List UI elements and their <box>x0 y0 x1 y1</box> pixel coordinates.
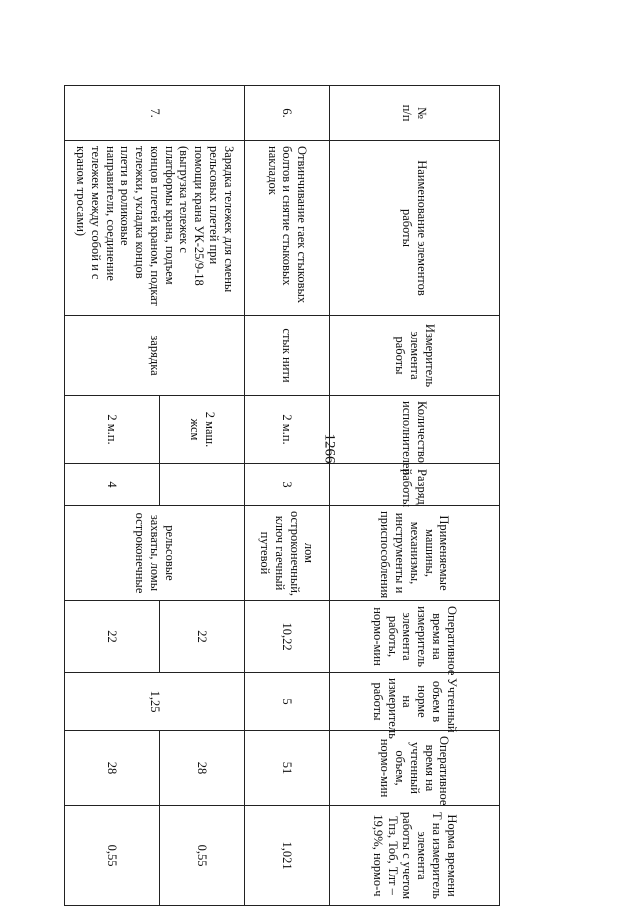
cell-name: Отвинчивание гаек стыковых болтов и снятие стыковых накладок <box>245 141 330 316</box>
header-op-time-total: Оперативное время на учтенный объем, нормо-мин <box>330 731 500 806</box>
header-grade: Разряд работы <box>330 464 500 506</box>
header-norm-time: Норма времени Т на измеритель элемента работы с учетом Тпз, Тоб, Тлт – 19,9%, нормо-ч <box>330 806 500 906</box>
header-op-time-unit: Оперативное время на измеритель элемента работы, нормо-мин <box>330 601 500 673</box>
header-volume: Учтенный объем в норме на измеритель работы <box>330 673 500 731</box>
header-name: Наименование элементов работы <box>330 141 500 316</box>
table-row <box>160 86 245 906</box>
header-num: № п/п <box>330 86 500 141</box>
cell-volume: 1,25 <box>65 673 245 731</box>
cell-crew: 2 м.п. <box>65 396 160 464</box>
norms-table <box>64 85 500 906</box>
page-number: 1266 <box>321 433 338 464</box>
header-row <box>330 86 500 906</box>
table-row <box>245 86 330 906</box>
cell-num: 6. <box>245 86 330 141</box>
cell-op-time-total: 51 <box>245 731 330 806</box>
header-crew: Количество исполнителей <box>330 396 500 464</box>
cell-meter: стык нити <box>245 316 330 396</box>
cell-op-time-unit: 22 <box>160 601 245 673</box>
cell-grade: 4 <box>65 464 160 506</box>
cell-op-time-unit: 10,22 <box>245 601 330 673</box>
cell-name: Зарядка тележек для смены рельсовых плетей при помощи крана УК-25/9-18 (выгрузка тележек с платформы крана, подъем концов плетей краном, подкат тележки, укладка концов плети в роликовые направители, соединение тележек между собой и с краном тросами) <box>65 141 245 316</box>
cell-tools: лом остроконечный, ключ гаечный путевой <box>245 506 330 601</box>
cell-norm-time: 1,021 <box>245 806 330 906</box>
cell-meter: зарядка <box>65 316 245 396</box>
cell-num: 7. <box>65 86 245 141</box>
header-meter: Измеритель элемента работы <box>330 316 500 396</box>
cell-crew: 2 маш. жсм <box>160 396 245 464</box>
cell-grade: 3 <box>245 464 330 506</box>
cell-volume: 5 <box>245 673 330 731</box>
cell-norm-time: 0,55 <box>160 806 245 906</box>
cell-grade <box>160 464 245 506</box>
cell-op-time-total: 28 <box>65 731 160 806</box>
header-tools: Применяемые машины, механизмы, инструменты и приспособления <box>330 506 500 601</box>
cell-tools: рельсовые захваты, ломы остроконечные <box>65 506 245 601</box>
cell-norm-time: 0,55 <box>65 806 160 906</box>
cell-op-time-unit: 22 <box>65 601 160 673</box>
cell-crew: 2 м.п. <box>245 396 330 464</box>
cell-op-time-total: 28 <box>160 731 245 806</box>
norms-table-wrapper <box>65 85 500 905</box>
